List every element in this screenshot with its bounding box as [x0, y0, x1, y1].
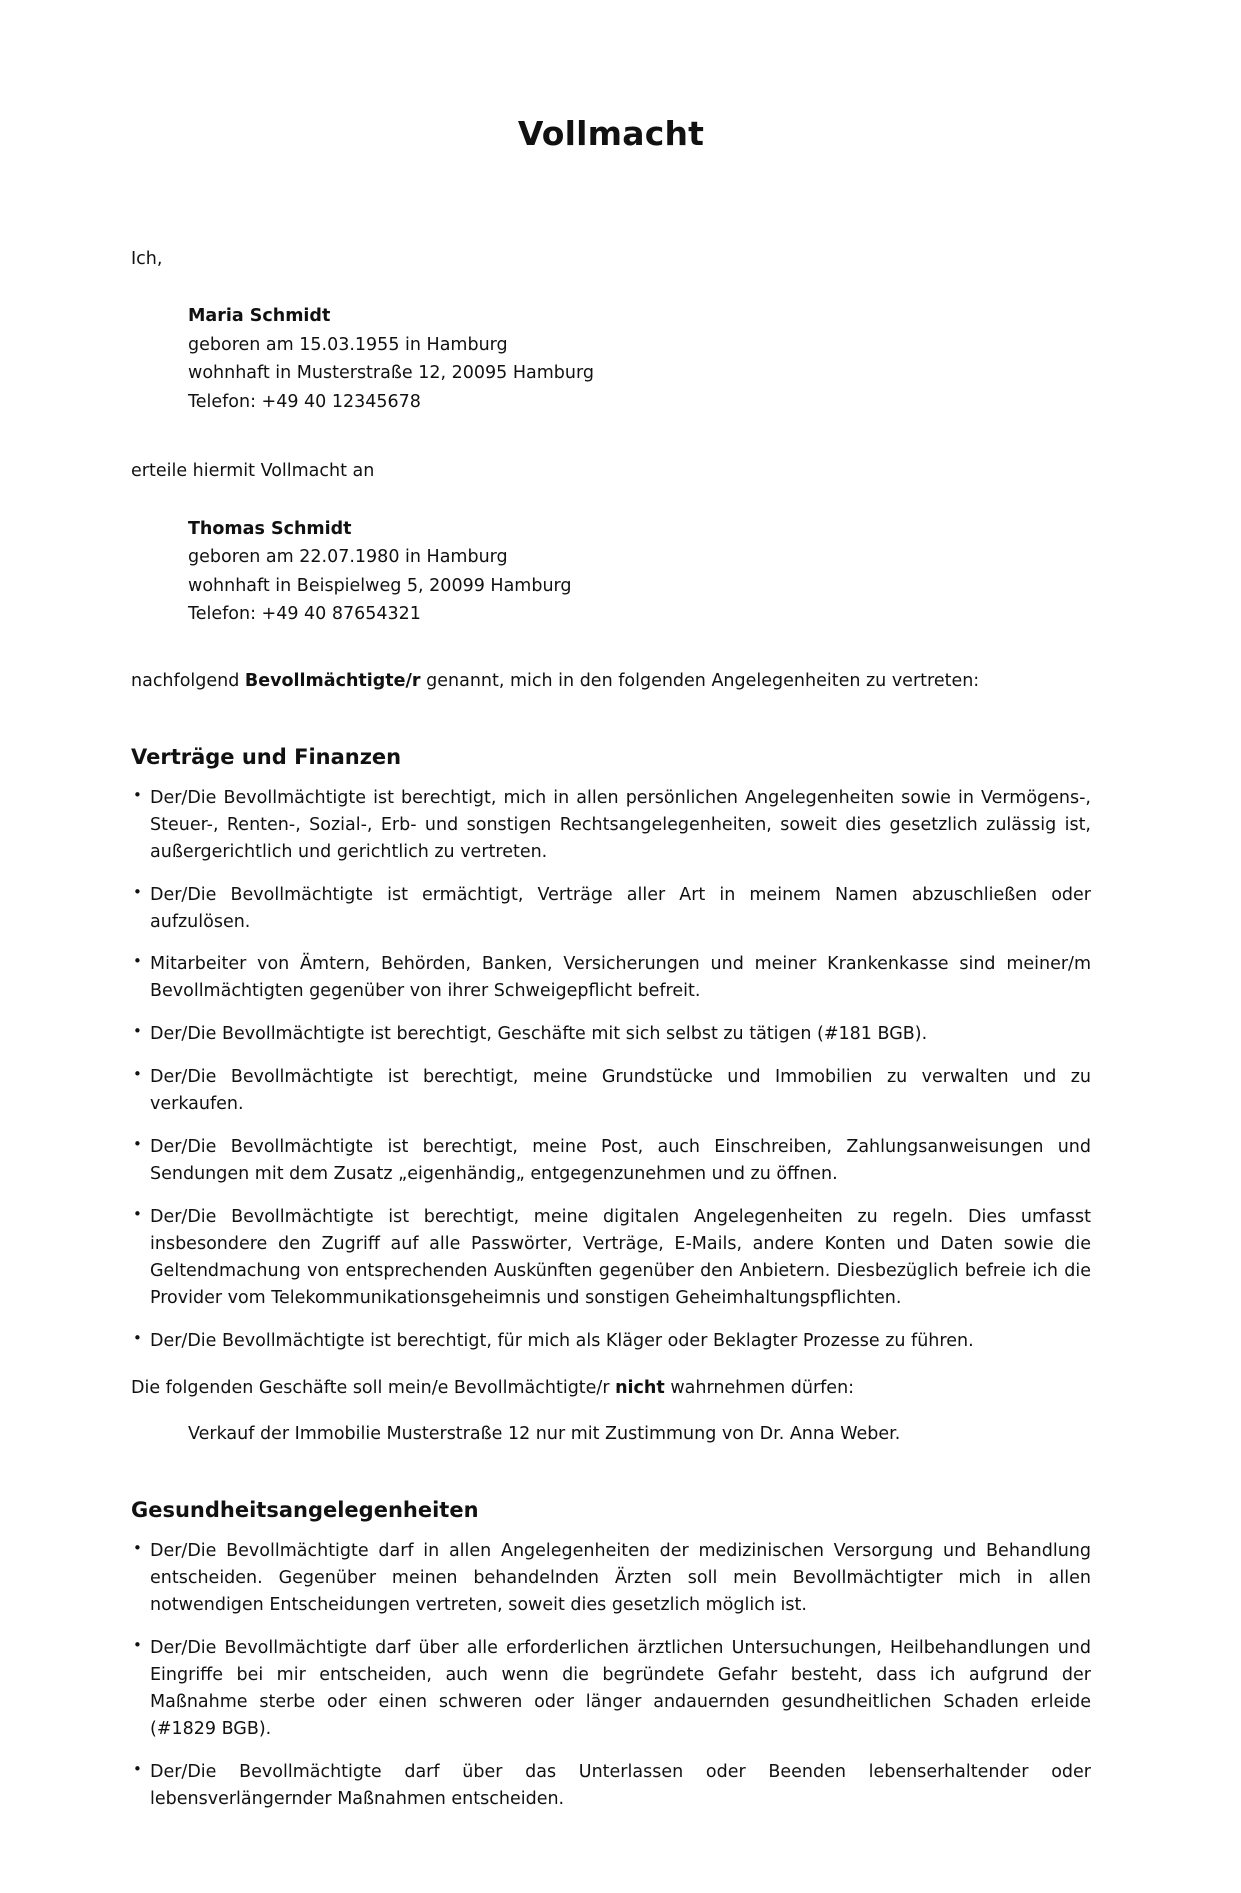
exclusion-text: Verkauf der Immobilie Musterstraße 12 nur mit Zustimmung von Dr. Anna Weber.	[188, 1424, 901, 1445]
lead-paragraph-before: nachfolgend	[131, 670, 245, 691]
finance-clause-list	[131, 785, 1091, 1355]
list-item: • Mitarbeiter von Ämtern, Behörden, Banken, Versicherungen und meiner Krankenkasse sind meiner/m Bevollmächtigten gegenüber von ihrer Schweigepflicht befreit.	[131, 951, 1091, 1005]
list-item: • Der/Die Bevollmächtigte ist berechtigt, meine digitalen Angelegenheiten zu regeln. Dies umfasst insbesondere den Zugriff auf alle Passwörter, Verträge, E-Mails, andere Konten und Daten sowie die Geltendmachung von entsprechenden Auskünften gegenüber den Anbietern. Diesbezüglich befreie ich die Provider vom Telekommunikationsgeheimnis und sonstigen Geheimhaltungspflichten.	[131, 1204, 1091, 1312]
lead-paragraph-after: genannt, mich in den folgenden Angelegenheiten zu vertreten:	[420, 670, 980, 691]
exclusion-note-emphasis: nicht	[615, 1377, 665, 1398]
attorney-block	[188, 515, 1091, 629]
principal-phone: Telefon: +49 40 12345678	[188, 391, 421, 412]
list-item: • Der/Die Bevollmächtigte ist berechtigt, meine Grundstücke und Immobilien zu verwalten und zu verkaufen.	[131, 1064, 1091, 1118]
principal-name: Maria Schmidt	[188, 306, 331, 327]
list-item: • Der/Die Bevollmächtigte darf in allen Angelegenheiten der medizinischen Versorgung und Behandlung entscheiden. Gegenüber meinen behandelnden Ärzten soll mein Bevollmächtigter mich in allen notwendigen Entscheidungen vertreten, soweit dies gesetzlich möglich ist.	[131, 1538, 1091, 1619]
exclusion-note-after: wahrnehmen dürfen:	[664, 1377, 855, 1398]
exclusion-note	[131, 1375, 1091, 1402]
list-item: • Der/Die Bevollmächtigte ist ermächtigt, Verträge aller Art in meinem Namen abzuschließen oder aufzulösen.	[131, 882, 1091, 936]
exclusion-note-before: Die folgenden Geschäfte soll mein/e Bevollmächtigte/r	[131, 1377, 616, 1398]
grant-line: erteile hiermit Vollmacht an	[131, 461, 375, 482]
health-clause-list	[131, 1538, 1091, 1812]
intro-line: Ich,	[131, 248, 163, 269]
section-heading-finance: Verträge und Finanzen	[131, 744, 402, 769]
page-title: Vollmacht	[517, 114, 705, 153]
attorney-name: Thomas Schmidt	[188, 518, 352, 539]
list-item: • Der/Die Bevollmächtigte darf über das Unterlassen oder Beenden lebenserhaltender oder lebensverlängernder Maßnahmen entscheiden.	[131, 1759, 1091, 1813]
list-item: • Der/Die Bevollmächtigte ist berechtigt, mich in allen persönlichen Angelegenheiten sowie in Vermögens-, Steuer-, Renten-, Sozial-, Erb- und sonstigen Rechtsangelegenheiten, soweit dies gesetzlich zulässig ist, außergerichtlich und gerichtlich zu vertreten.	[131, 785, 1091, 866]
list-item: • Der/Die Bevollmächtigte ist berechtigt, meine Post, auch Einschreiben, Zahlungsanweisungen und Sendungen mit dem Zusatz „eigenhändig„ entgegenzunehmen und zu öffnen.	[131, 1134, 1091, 1188]
attorney-address: wohnhaft in Beispielweg 5, 20099 Hamburg	[188, 575, 572, 596]
list-item: • Der/Die Bevollmächtigte ist berechtigt, Geschäfte mit sich selbst zu tätigen (#181 BGB).	[131, 1021, 1091, 1048]
principal-birth: geboren am 15.03.1955 in Hamburg	[188, 334, 508, 355]
lead-paragraph-emphasis: Bevollmächtigte/r	[244, 670, 421, 691]
principal-address: wohnhaft in Musterstraße 12, 20095 Hamburg	[188, 363, 594, 384]
section-heading-health: Gesundheitsangelegenheiten	[131, 1497, 479, 1522]
list-item: • Der/Die Bevollmächtigte ist berechtigt, für mich als Kläger oder Beklagter Prozesse zu führen.	[131, 1328, 1091, 1355]
principal-block	[188, 302, 1091, 416]
lead-paragraph	[131, 668, 1091, 695]
list-item: • Der/Die Bevollmächtigte darf über alle erforderlichen ärztlichen Untersuchungen, Heilbehandlungen und Eingriffe bei mir entscheiden, auch wenn die begründete Gefahr besteht, dass ich aufgrund der Maßnahme sterbe oder einen schweren oder länger andauernden gesundheitlichen Schaden erleide (#1829 BGB).	[131, 1635, 1091, 1743]
attorney-birth: geboren am 22.07.1980 in Hamburg	[188, 547, 508, 568]
attorney-phone: Telefon: +49 40 87654321	[188, 604, 421, 625]
